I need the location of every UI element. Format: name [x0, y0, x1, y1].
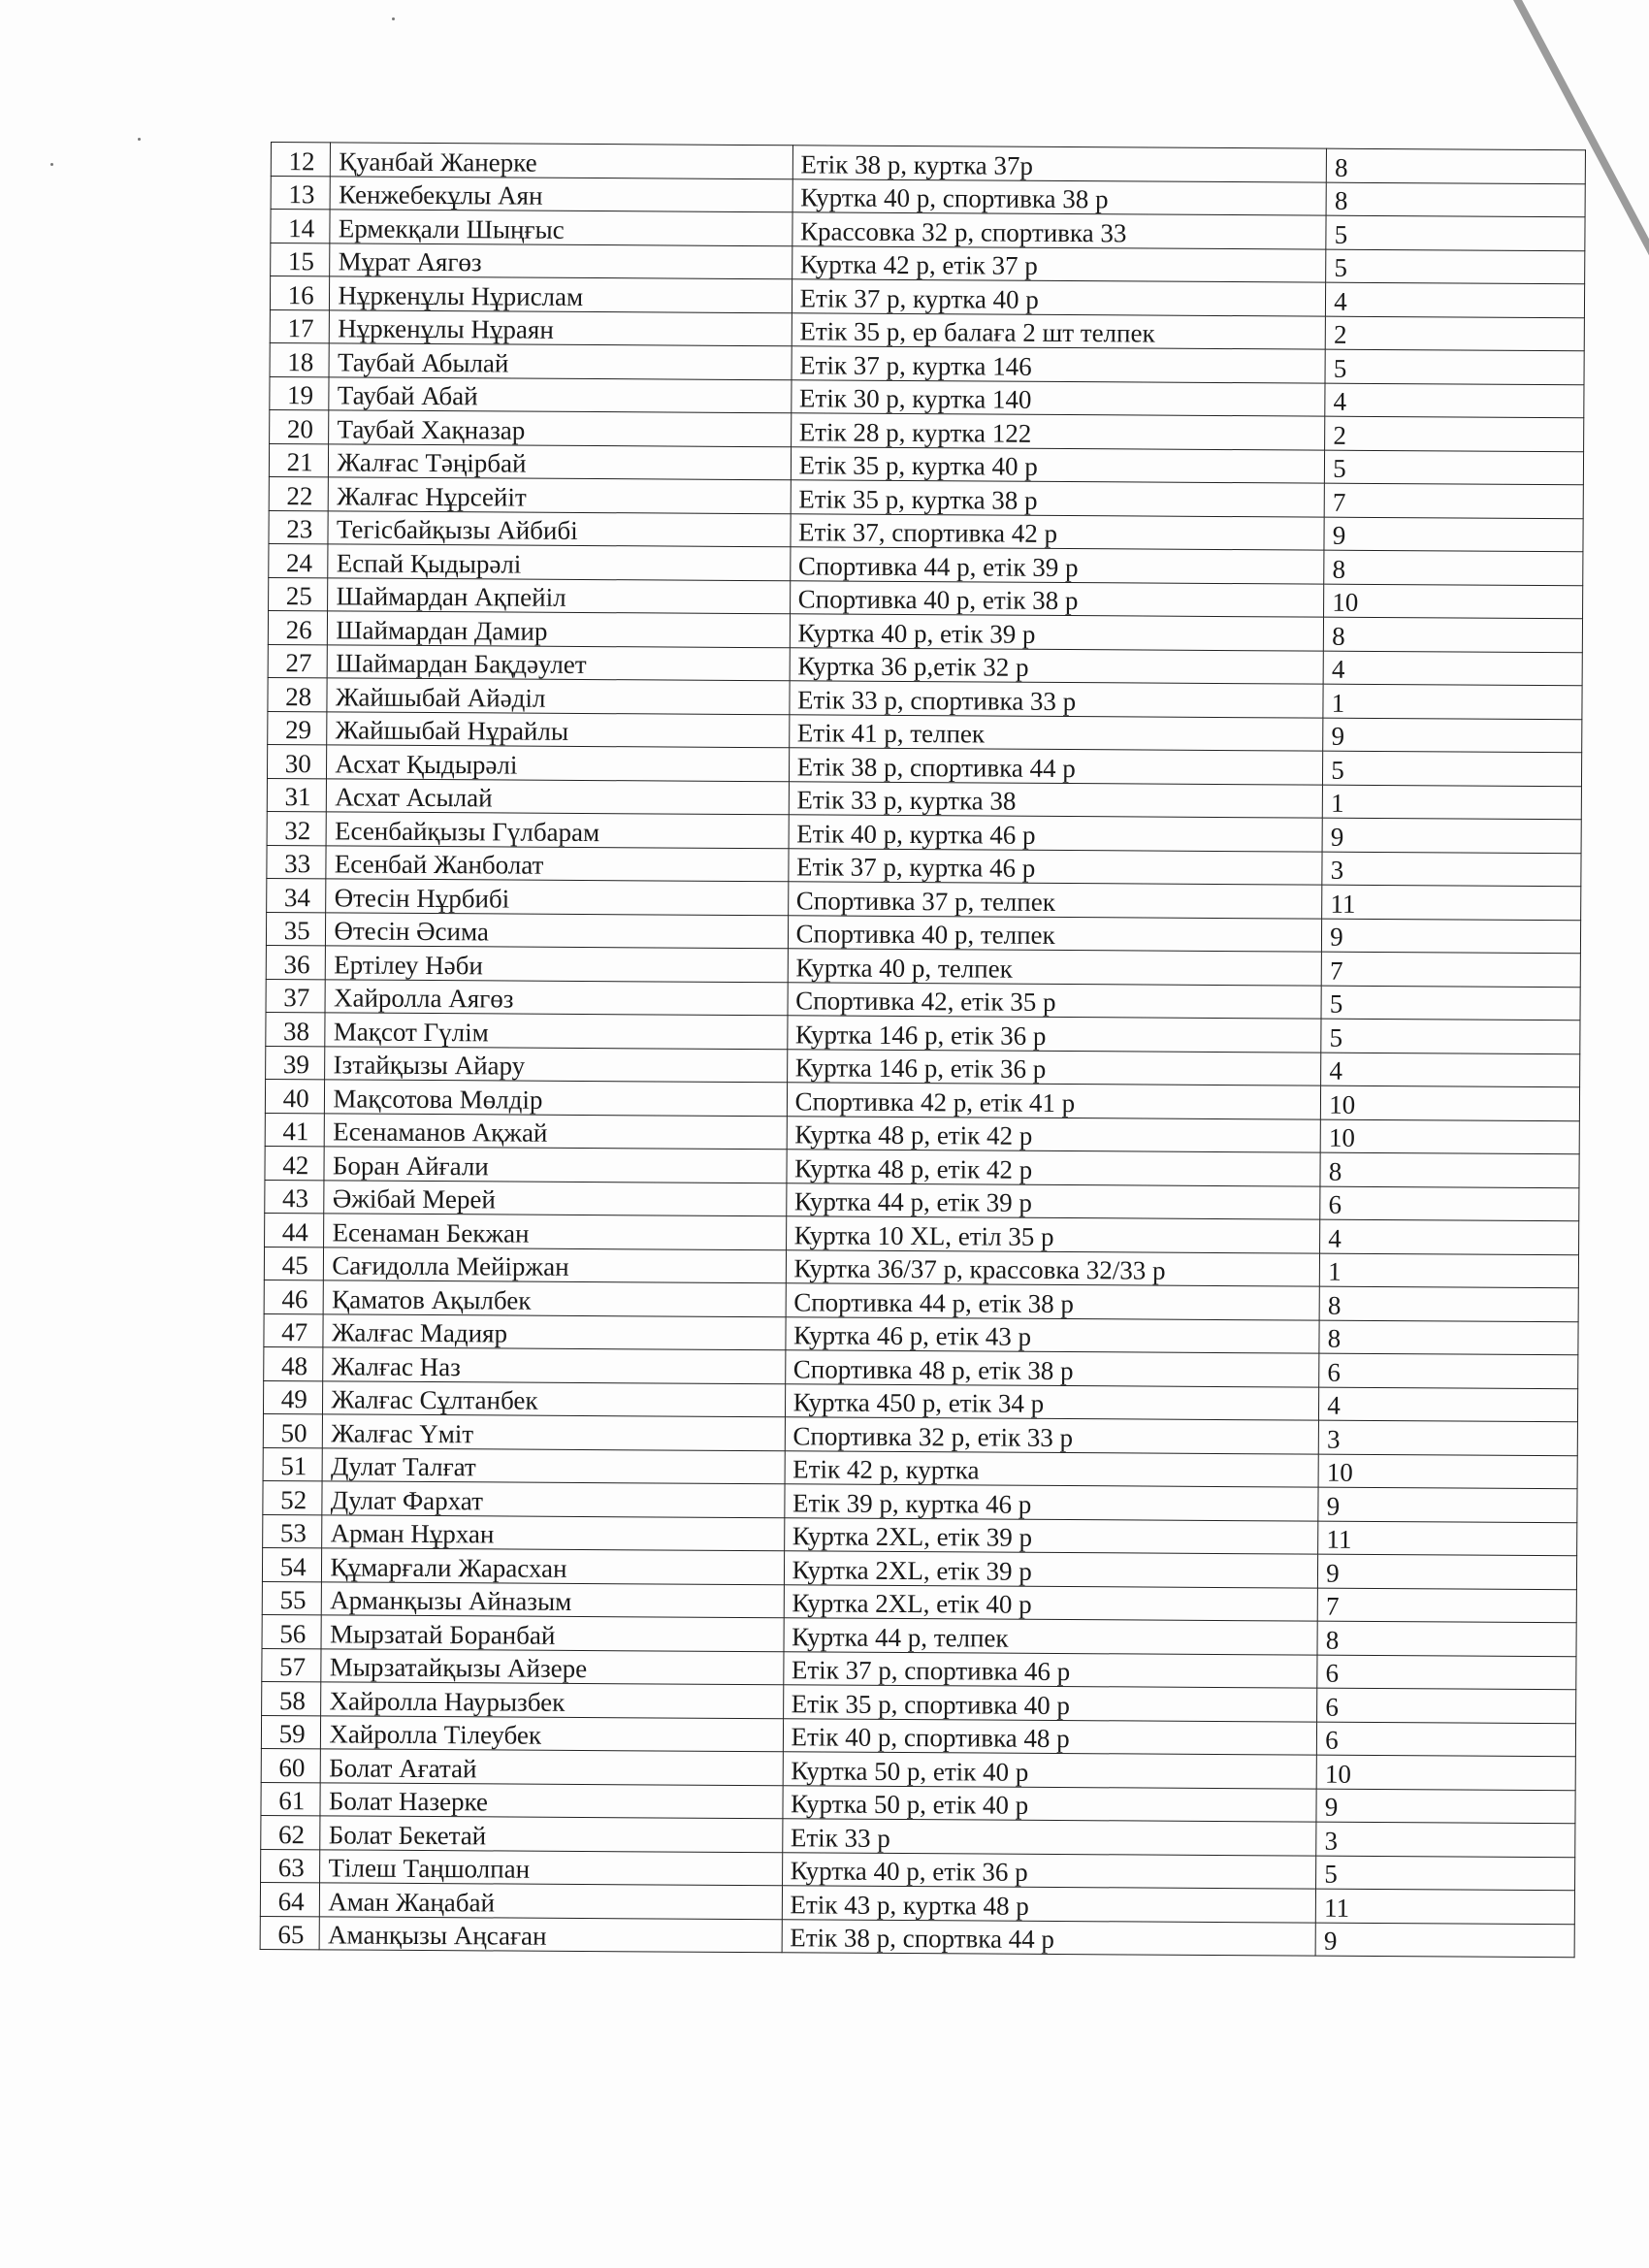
requested-items: Куртка 40 р, етік 39 р [790, 614, 1324, 651]
distribution-table [260, 142, 1586, 1958]
row-number: 47 [264, 1313, 324, 1347]
grade-number: 8 [1319, 1320, 1578, 1355]
student-name: Есенаманов Ақжай [325, 1113, 787, 1149]
requested-items: Куртка 2XL, етік 39 р [784, 1517, 1318, 1554]
grade-number: 4 [1321, 1053, 1580, 1087]
requested-items: Куртка 40 р, спортивка 38 р [792, 178, 1327, 215]
grade-number: 11 [1318, 1521, 1577, 1556]
row-number: 43 [265, 1180, 325, 1214]
requested-items: Куртка 36/37 р, крассовка 32/33 р [786, 1249, 1320, 1286]
requested-items: Куртка 48 р, етік 42 р [787, 1150, 1321, 1186]
requested-items: Етік 33 р, куртка 38 [789, 781, 1323, 818]
scan-speck [138, 138, 141, 141]
requested-items: Куртка 50 р, етік 40 р [783, 1752, 1317, 1789]
grade-number: 8 [1324, 617, 1583, 652]
student-name: Жалғас Мадияр [323, 1313, 785, 1349]
requested-items: Етік 35 р, куртка 38 р [791, 480, 1325, 517]
distribution-table-body [260, 143, 1585, 1958]
grade-number: 1 [1322, 785, 1581, 820]
row-number: 42 [265, 1146, 325, 1180]
requested-items: Куртка 10 XL, етіл 35 р [786, 1216, 1320, 1253]
student-name: Аман Жаңабай [320, 1883, 782, 1919]
student-name: Мақсот Гүлім [325, 1013, 787, 1049]
row-number: 20 [270, 409, 330, 443]
requested-items: Спортивка 32 р, етік 33 р [785, 1417, 1319, 1454]
requested-items: Куртка 40 р, етік 36 р [782, 1852, 1316, 1889]
requested-items: Куртка 46 р, етік 43 р [785, 1316, 1319, 1353]
requested-items: Етік 33 р [782, 1819, 1316, 1856]
row-number: 12 [271, 143, 331, 177]
requested-items: Куртка 48 р, етік 42 р [787, 1116, 1321, 1152]
student-name: Болат Назерке [320, 1782, 782, 1818]
row-number: 40 [265, 1079, 325, 1113]
student-name: Кенжебекұлы Аян [330, 176, 792, 211]
student-name: Болат Бекетай [320, 1816, 782, 1852]
requested-items: Спортивка 48 р, етік 38 р [785, 1350, 1319, 1387]
row-number: 41 [265, 1113, 325, 1147]
requested-items: Куртка 36 р,етік 32 р [790, 647, 1324, 684]
requested-items: Етік 35 р, ер балаға 2 шт телпек [792, 312, 1326, 349]
row-number: 16 [270, 276, 330, 310]
grade-number: 6 [1317, 1722, 1576, 1757]
row-number: 18 [270, 342, 330, 376]
requested-items: Етік 39 р, куртка 46 р [784, 1484, 1318, 1521]
row-number: 45 [264, 1247, 324, 1280]
student-name: Қаматов Ақылбек [324, 1280, 786, 1316]
student-name: Ермекқали Шыңғыс [330, 210, 792, 245]
row-number: 65 [260, 1916, 320, 1950]
student-name: Ізтайқызы Айару [325, 1046, 787, 1082]
row-number: 64 [260, 1882, 320, 1916]
student-name: Мырзатайқызы Айзере [321, 1648, 783, 1684]
grade-number: 9 [1318, 1487, 1577, 1522]
requested-items: Етік 35 р, спортивка 40 р [783, 1685, 1317, 1722]
student-name: Жайшыбай Айәділ [327, 678, 789, 714]
requested-items: Спортивка 42, етік 35 р [788, 982, 1322, 1019]
row-number: 59 [261, 1715, 321, 1749]
student-name: Арман Нұрхан [322, 1514, 784, 1550]
requested-items: Етік 40 р, спортивка 48 р [783, 1718, 1317, 1755]
row-number: 44 [265, 1213, 325, 1247]
requested-items: Спортивка 44 р, етік 38 р [786, 1283, 1320, 1320]
student-name: Еспай Қыдырәлі [328, 544, 790, 580]
requested-items: Етік 30 р, куртка 140 [791, 379, 1325, 416]
requested-items: Етік 42 р, куртка [785, 1450, 1319, 1487]
row-number: 62 [261, 1815, 321, 1849]
scan-speck [392, 17, 395, 20]
requested-items: Куртка 2XL, етік 39 р [784, 1551, 1318, 1588]
student-name: Өтесін Нұрбибі [326, 879, 788, 915]
grade-number: 4 [1320, 1219, 1579, 1254]
row-number: 39 [266, 1046, 326, 1080]
row-number: 17 [270, 309, 330, 343]
table-row [260, 1916, 1574, 1958]
row-number: 60 [261, 1748, 321, 1782]
grade-number: 10 [1320, 1119, 1579, 1154]
requested-items: Куртка 2XL, етік 40 р [784, 1584, 1318, 1621]
row-number: 35 [266, 912, 326, 946]
student-name: Жалғас Үміт [323, 1414, 785, 1450]
row-number: 37 [266, 979, 326, 1013]
grade-number: 11 [1322, 885, 1581, 920]
student-name: Ертілеу Нәби [326, 946, 788, 982]
row-number: 54 [262, 1547, 322, 1581]
grade-number: 1 [1320, 1253, 1579, 1288]
requested-items: Етік 41 р, телпек [789, 714, 1323, 751]
grade-number: 6 [1320, 1186, 1579, 1221]
grade-number: 4 [1323, 651, 1582, 686]
requested-items: Куртка 44 р, телпек [784, 1618, 1318, 1655]
requested-items: Спортивка 40 р, етік 38 р [790, 580, 1324, 617]
grade-number: 9 [1322, 919, 1581, 954]
row-number: 46 [264, 1280, 324, 1313]
requested-items: Етік 37 р, куртка 40 р [792, 279, 1326, 316]
student-name: Арманқызы Айназым [322, 1581, 784, 1617]
grade-number: 6 [1317, 1655, 1576, 1690]
row-number: 57 [262, 1648, 322, 1682]
requested-items: Етік 37 р, куртка 46 р [788, 848, 1322, 885]
grade-number: 6 [1319, 1353, 1578, 1388]
grade-number: 8 [1324, 550, 1583, 585]
row-number: 56 [262, 1614, 322, 1648]
row-number: 50 [263, 1413, 323, 1447]
grade-number: 5 [1321, 1019, 1580, 1053]
student-name: Құмарғали Жарасхан [322, 1548, 784, 1584]
grade-number: 10 [1316, 1755, 1575, 1790]
requested-items: Етік 43 р, куртка 48 р [782, 1886, 1316, 1923]
row-number: 15 [271, 243, 331, 276]
student-name: Нұркенұлы Нұрислам [330, 276, 792, 312]
row-number: 31 [267, 778, 327, 812]
row-number: 48 [264, 1346, 324, 1380]
student-name: Жалғас Наз [323, 1347, 785, 1383]
grade-number: 3 [1322, 852, 1581, 887]
row-number: 24 [269, 543, 329, 577]
requested-items: Етік 37, спортивка 42 р [791, 513, 1325, 550]
requested-items: Етік 33 р, спортивка 33 р [789, 681, 1323, 718]
row-number: 23 [269, 510, 329, 544]
requested-items: Спортивка 44 р, етік 39 р [790, 547, 1324, 584]
grade-number: 11 [1316, 1889, 1575, 1924]
grade-number: 5 [1323, 751, 1582, 786]
grade-number: 8 [1319, 1286, 1578, 1321]
requested-items: Спортивка 40 р, телпек [788, 915, 1322, 952]
requested-items: Спортивка 42 р, етік 41 р [787, 1083, 1321, 1119]
grade-number: 8 [1326, 182, 1585, 217]
grade-number: 9 [1323, 718, 1582, 753]
row-number: 22 [269, 476, 329, 510]
student-name: Есенаман Бекжан [324, 1214, 786, 1249]
requested-items: Етік 37 р, спортивка 46 р [783, 1651, 1317, 1688]
grade-number: 7 [1321, 952, 1580, 987]
grade-number: 4 [1319, 1387, 1578, 1422]
grade-number: 2 [1325, 416, 1584, 451]
requested-items: Спортивка 37 р, телпек [788, 882, 1322, 919]
student-name: Жалғас Сұлтанбек [323, 1380, 785, 1416]
requested-items: Куртка 50 р, етік 40 р [783, 1785, 1317, 1822]
row-number: 27 [268, 644, 328, 678]
row-number: 38 [266, 1012, 326, 1046]
student-name: Тілеш Таңшолпан [320, 1849, 782, 1885]
student-name: Аманқызы Аңсаған [320, 1916, 782, 1952]
grade-number: 3 [1318, 1420, 1577, 1455]
requested-items: Куртка 450 р, етік 34 р [785, 1383, 1319, 1420]
row-number: 61 [261, 1782, 321, 1816]
student-name: Шаймардан Ақпейіл [328, 577, 790, 613]
requested-items: Етік 35 р, куртка 40 р [791, 446, 1325, 483]
grade-number: 1 [1323, 684, 1582, 719]
grade-number: 4 [1326, 282, 1585, 317]
row-number: 28 [268, 677, 328, 711]
grade-number: 3 [1316, 1822, 1575, 1857]
requested-items: Етік 37 р, куртка 146 [792, 346, 1326, 383]
student-name: Қуанбай Жанерке [331, 143, 792, 178]
student-name: Хайролла Наурызбек [321, 1682, 783, 1718]
grade-number: 10 [1318, 1454, 1577, 1489]
row-number: 55 [262, 1581, 322, 1615]
requested-items: Етік 38 р, спортвка 44 р [782, 1919, 1316, 1956]
requested-items: Куртка 40 р, телпек [788, 949, 1322, 986]
student-name: Нұркенұлы Нұраян [330, 309, 792, 345]
row-number: 30 [267, 744, 327, 778]
grade-number: 2 [1325, 316, 1584, 351]
student-name: Шаймардан Бақдәулет [328, 644, 790, 680]
row-number: 14 [271, 210, 331, 243]
student-name: Мақсотова Мөлдір [325, 1080, 787, 1116]
row-number: 49 [263, 1380, 323, 1414]
row-number: 19 [270, 376, 330, 410]
row-number: 33 [267, 845, 327, 879]
row-number: 25 [269, 577, 329, 611]
row-number: 32 [267, 811, 327, 845]
student-name: Таубай Абылай [329, 343, 791, 379]
requested-items: Куртка 146 р, етік 36 р [787, 1049, 1321, 1085]
row-number: 29 [268, 711, 328, 745]
student-name: Хайролла Тілеубек [321, 1715, 783, 1751]
grade-number: 4 [1325, 383, 1584, 418]
grade-number: 9 [1316, 1789, 1575, 1824]
student-name: Жайшыбай Нұрайлы [327, 711, 789, 747]
grade-number: 9 [1315, 1923, 1574, 1958]
requested-items: Крассовка 32 р, спортивка 33 [792, 212, 1326, 249]
student-name: Асхат Асылай [327, 778, 789, 814]
requested-items: Етік 40 р, куртка 46 р [789, 815, 1323, 852]
grade-number: 8 [1320, 1152, 1579, 1187]
grade-number: 8 [1317, 1621, 1576, 1656]
grade-number: 5 [1326, 249, 1585, 284]
student-name: Мырзатай Боранбай [321, 1615, 783, 1651]
student-name: Есенбай Жанболат [326, 845, 788, 881]
requested-items: Етік 38 р, куртка 37р [792, 146, 1327, 182]
requested-items: Куртка 146 р, етік 36 р [787, 1016, 1321, 1053]
row-number: 53 [263, 1514, 323, 1548]
row-number: 13 [271, 176, 331, 210]
student-name: Дулат Талғат [322, 1447, 784, 1483]
grade-number: 5 [1325, 450, 1584, 485]
student-name: Әжібай Мерей [324, 1180, 786, 1215]
grade-number: 8 [1326, 148, 1585, 183]
grade-number: 9 [1318, 1554, 1577, 1589]
student-name: Хайролла Аягөз [325, 979, 787, 1015]
student-name: Боран Айғали [324, 1147, 786, 1183]
student-name: Болат Ағатай [321, 1749, 783, 1785]
row-number: 51 [263, 1447, 323, 1481]
grade-number: 7 [1317, 1588, 1576, 1623]
requested-items: Куртка 44 р, етік 39 р [786, 1183, 1320, 1219]
student-name: Таубай Абай [329, 376, 791, 412]
student-name: Таубай Хақназар [329, 410, 791, 446]
grade-number: 9 [1324, 517, 1583, 552]
student-name: Тегісбайқызы Айбибі [328, 510, 790, 546]
scan-speck [50, 163, 53, 166]
requested-items: Куртка 42 р, етік 37 р [792, 245, 1326, 282]
row-number: 36 [266, 945, 326, 979]
grade-number: 5 [1316, 1856, 1575, 1891]
student-name: Жалғас Нұрсейіт [329, 477, 791, 513]
student-name: Өтесін Әсима [326, 912, 788, 948]
grade-number: 5 [1325, 349, 1584, 384]
row-number: 26 [268, 610, 328, 644]
student-name: Дулат Фархат [322, 1481, 784, 1517]
grade-number: 5 [1321, 986, 1580, 1021]
grade-number: 10 [1324, 584, 1583, 619]
requested-items: Етік 28 р, куртка 122 [791, 413, 1325, 450]
grade-number: 6 [1317, 1688, 1576, 1723]
row-number: 52 [263, 1480, 323, 1514]
student-name: Сағидолла Мейіржан [324, 1247, 786, 1282]
row-number: 58 [262, 1681, 322, 1715]
grade-number: 9 [1322, 818, 1581, 853]
student-name: Асхат Қыдырәлі [327, 745, 789, 781]
student-name: Мұрат Аягөз [330, 243, 792, 278]
grade-number: 7 [1324, 483, 1583, 518]
grade-number: 10 [1321, 1085, 1580, 1120]
requested-items: Етік 38 р, спортивка 44 р [789, 748, 1323, 785]
row-number: 34 [267, 878, 327, 912]
row-number: 21 [269, 443, 329, 477]
row-number: 63 [261, 1849, 321, 1883]
grade-number: 5 [1326, 215, 1585, 250]
student-name: Жалғас Тәңірбай [329, 443, 791, 479]
student-name: Шаймардан Дамир [328, 611, 790, 647]
student-name: Есенбайқызы Гүлбарам [326, 812, 788, 848]
